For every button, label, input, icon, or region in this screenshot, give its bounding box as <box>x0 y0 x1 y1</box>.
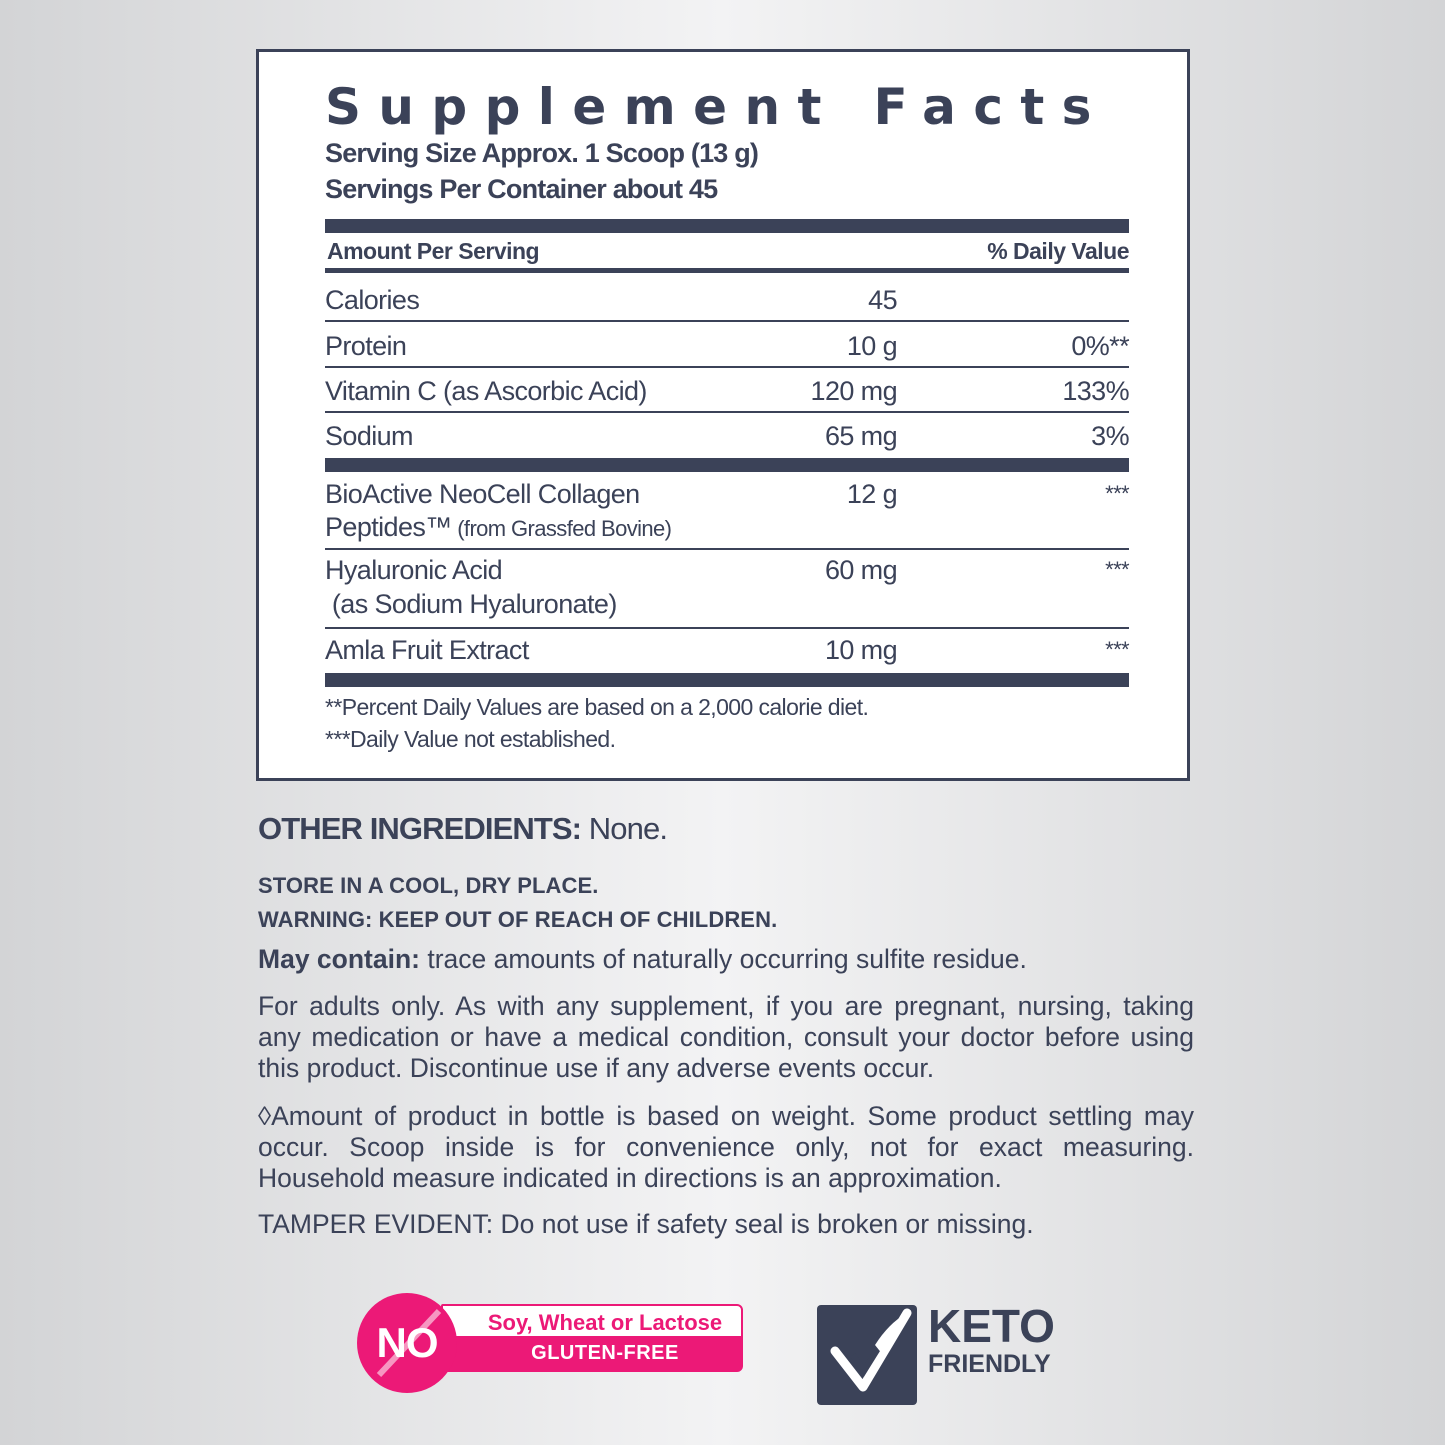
row-name: Protein <box>325 331 407 361</box>
badge-pill <box>441 1304 743 1372</box>
divider-thick <box>325 458 1129 472</box>
row-name: Hyaluronic Acid <box>325 555 503 585</box>
footnote-percent-dv: **Percent Daily Values are based on a 2,000 calorie diet. <box>325 694 869 720</box>
row-dv: *** <box>1105 637 1129 662</box>
row-amount: 10 mg <box>824 635 897 665</box>
serving-size: Serving Size Approx. 1 Scoop (13 g) <box>325 138 759 168</box>
row-divider <box>325 411 1129 413</box>
row-dv: *** <box>1105 557 1129 582</box>
row-amount: 60 mg <box>824 555 897 585</box>
facts-title: Supplement Facts <box>325 78 1109 136</box>
adults-warning-text: For adults only. As with any supplement, if you are pregnant, nursing, taking any medication or have a medical condition, consult your doctor before using this product. Discontinue use if any adverse events occur. <box>258 991 1194 1083</box>
row-divider <box>325 366 1129 368</box>
storage-text: STORE IN A COOL, DRY PLACE. <box>258 873 599 898</box>
row-amount: 12 g <box>846 479 897 509</box>
row-name-line2: Peptides™ (from Grassfed Bovine) <box>325 512 672 542</box>
keto-line2: FRIENDLY <box>928 1350 1051 1378</box>
tamper-evident-text: TAMPER EVIDENT: Do not use if safety seal is broken or missing. <box>258 1209 1034 1239</box>
divider-thick <box>325 219 1129 233</box>
other-ingredients-value: None. <box>581 811 668 846</box>
row-divider <box>325 320 1129 322</box>
no-soy-wheat-lactose-badge <box>357 1293 745 1393</box>
row-divider <box>325 548 1129 550</box>
row-dv: 3% <box>1091 421 1129 451</box>
row-name: Calories <box>325 285 420 315</box>
header-amount-per-serving: Amount Per Serving <box>327 238 540 264</box>
row-name: Sodium <box>325 421 413 451</box>
row-name: BioActive NeoCell Collagen <box>325 479 640 509</box>
row-name: Vitamin C (as Ascorbic Acid) <box>325 376 647 406</box>
divider-thick <box>325 673 1129 687</box>
warning-text: WARNING: KEEP OUT OF REACH OF CHILDREN. <box>258 907 778 932</box>
badge-top-text: Soy, Wheat or Lactose <box>487 1310 723 1335</box>
row-amount: 65 mg <box>824 421 897 451</box>
row-dv: 0%** <box>1071 331 1129 361</box>
row-dv: 133% <box>1062 376 1129 406</box>
keto-line1: KETO <box>928 1300 1055 1352</box>
row-name: Amla Fruit Extract <box>325 635 529 665</box>
row-dv: *** <box>1105 481 1129 506</box>
may-contain <box>258 944 1194 975</box>
footnote-dv-not-established: ***Daily Value not established. <box>325 726 616 752</box>
row-amount: 10 g <box>846 331 897 361</box>
other-ingredients <box>258 813 1194 846</box>
may-contain-text: trace amounts of naturally occurring sulfite residue. <box>419 944 1027 974</box>
row-amount: 120 mg <box>810 376 897 406</box>
no-circle-text: NO <box>376 1319 438 1366</box>
may-contain-label: May contain: <box>258 944 420 974</box>
badge-bottom-text: GLUTEN-FREE <box>443 1336 741 1370</box>
divider-medium <box>325 268 1129 273</box>
header-daily-value: % Daily Value <box>987 238 1129 264</box>
row-divider <box>325 627 1129 629</box>
servings-per-container: Servings Per Container about 45 <box>325 174 718 204</box>
supplement-facts-panel <box>256 49 1190 781</box>
row-amount: 45 <box>868 285 897 315</box>
other-ingredients-label: OTHER INGREDIENTS: <box>258 811 582 846</box>
row-name-line2: (as Sodium Hyaluronate) <box>325 589 617 619</box>
check-leaf-icon <box>817 1305 917 1405</box>
amount-note-text: ◊Amount of product in bottle is based on weight. Some product settling may occur. Scoop inside is for convenience only, not for exact measuring. Household measure indicated in directions is an approximation. <box>258 1101 1194 1193</box>
